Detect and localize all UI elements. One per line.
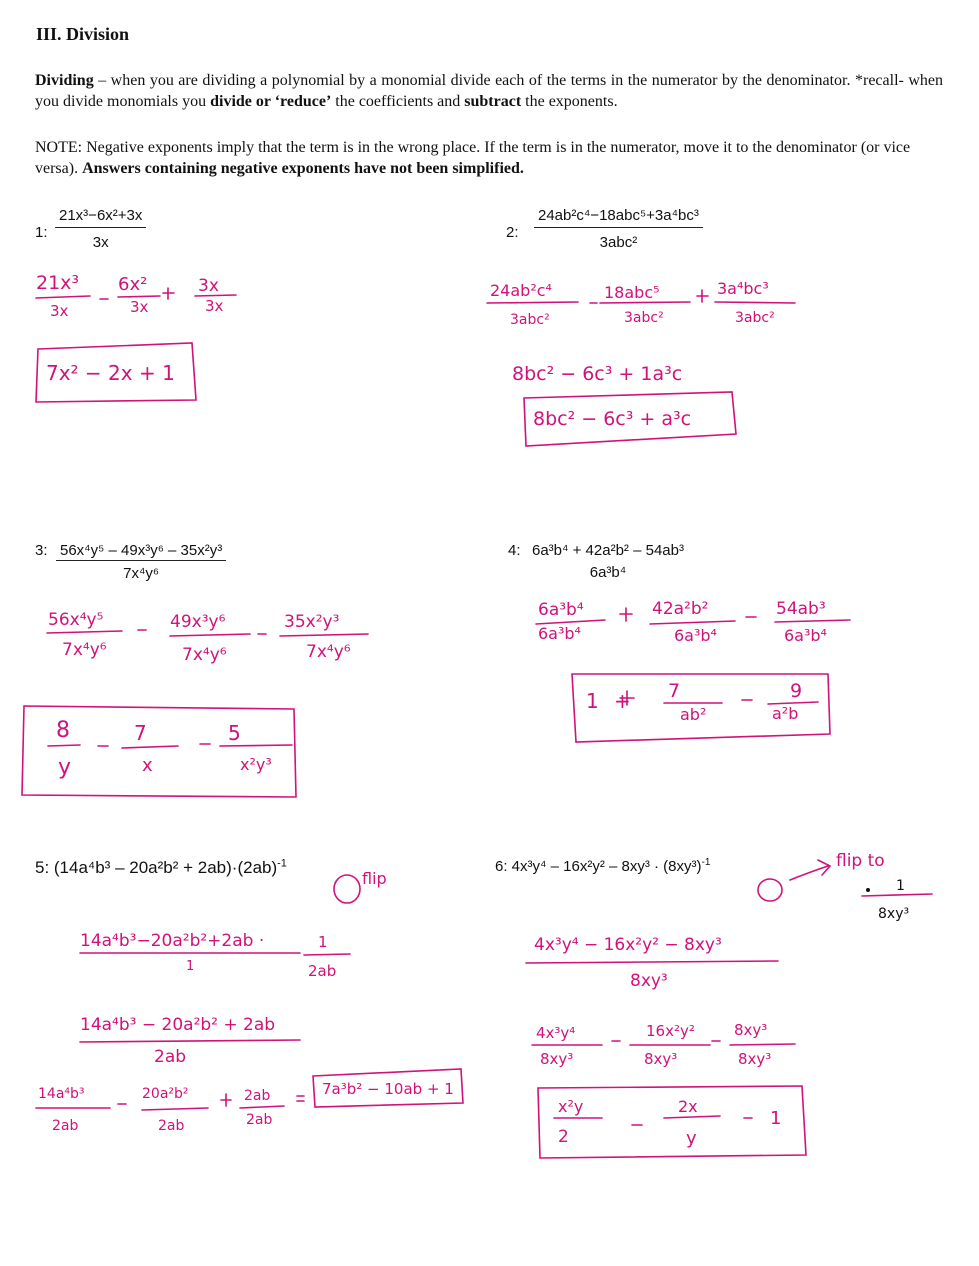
w6-answer-2-num: 2x: [678, 1097, 698, 1116]
w6-term-2-den: 8xy³: [644, 1050, 678, 1068]
w3-answer-3-num: 5: [228, 721, 241, 745]
w1-term-2-num: 6x²: [118, 274, 148, 295]
w3-answer-1-num: 8: [56, 718, 70, 743]
w4-term-3-den: 6a³b⁴: [784, 626, 827, 645]
w3-term-3-num: 35x²y³: [284, 612, 340, 632]
w3-term-3-den: 7x⁴y⁶: [306, 642, 351, 662]
w2-term-1-den: 3abc²: [510, 312, 550, 328]
w3-term-1-num: 56x⁴y⁵: [48, 610, 104, 630]
w5-flip-note: flip: [362, 869, 387, 888]
w1-answer: 7x² − 2x + 1: [46, 361, 175, 385]
problem-1-denominator: 3x: [92, 234, 109, 251]
intro-text3: the exponents.: [521, 93, 618, 110]
w6-answer-1-num: x²y: [558, 1097, 584, 1116]
w4-answer-3-den: a²b: [772, 704, 799, 723]
w6-line1-num: 4x³y⁴ − 16x²y² − 8xy³: [534, 935, 722, 955]
w4-term-1-den: 6a³b⁴: [538, 624, 581, 643]
problem-5-exponent: -1: [277, 857, 287, 870]
w3-answer-1-den: y: [58, 755, 72, 780]
w4-term-2-num: 42a²b²: [652, 599, 709, 619]
w5-term-3-num: 2ab: [244, 1088, 271, 1104]
problem-6-exponent: -1: [701, 857, 711, 868]
problem-4-numerator: 6a³b⁴ + 42a²b² – 54ab³: [532, 542, 684, 559]
w2-term-2-den: 3abc²: [624, 310, 664, 326]
w2-term-3-num: 3a⁴bc³: [717, 279, 769, 298]
w6-term-3-den: 8xy³: [738, 1050, 772, 1068]
w6-flip-note: flip to: [836, 851, 885, 871]
w6-answer-3: 1: [770, 1108, 782, 1129]
w3-term-2-num: 49x³y⁶: [170, 612, 226, 632]
note-bold: Answers containing negative exponents have not been simplified.: [82, 160, 524, 177]
w4-answer-plus: +: [614, 689, 631, 713]
w6-answer-1-den: 2: [558, 1127, 569, 1147]
problem-2-label: 2:: [506, 224, 519, 241]
intro-bold1: divide or ‘reduce’: [210, 93, 332, 110]
section-title: III. Division: [36, 24, 130, 44]
intro-text2: the coefficients and: [331, 93, 465, 110]
w3-term-1-den: 7x⁴y⁶: [62, 640, 107, 660]
problem-4-denominator: 6a³b⁴: [589, 564, 627, 581]
w3-answer-3-den: x²y³: [240, 755, 272, 774]
w2-term-1-num: 24ab²c⁴: [490, 281, 552, 300]
w6-term-3-num: 8xy³: [734, 1021, 768, 1039]
w1-term-1-num: 21x³: [36, 272, 80, 294]
note-text: NOTE: Negative exponents imply that the term is in the wrong place. If the term is in the numerator, move it to the denominator (or vice versa).: [35, 139, 911, 177]
w2-line: 8bc² − 6c³ + 1a³c: [512, 363, 683, 385]
w5-line1-frac-den: 2ab: [308, 962, 337, 980]
problem-3-label: 3:: [35, 542, 48, 559]
w4-term-1-num: 6a³b⁴: [538, 600, 584, 620]
w4-term-3-num: 54ab³: [776, 599, 826, 619]
w1-term-3-den: 3x: [205, 297, 224, 315]
intro-text1: – when you are dividing a polynomial by a monomial divide each of the terms in the numerator by the denominator. *recall- when you divide monomials you: [35, 72, 943, 110]
intro-term: Dividing: [35, 72, 94, 89]
w4-answer-2-num: 7: [668, 680, 681, 702]
w1-term-3-num: 3x: [198, 276, 219, 296]
w6-line1-den: 8xy³: [630, 971, 668, 991]
problem-3-numerator: 56x⁴y⁵ – 49x³y⁶ – 35x²y³: [56, 542, 226, 561]
problem-3-denominator: 7x⁴y⁶: [123, 565, 160, 582]
w4-answer-1: 1: [586, 689, 599, 713]
w5-line1-one: 1: [186, 959, 195, 974]
w5-term-1-den: 2ab: [52, 1118, 79, 1134]
intro-bold2: subtract: [464, 93, 522, 110]
w4-answer-2-den: ab²: [680, 705, 707, 724]
w1-term-1-den: 3x: [50, 302, 69, 320]
w4-answer-3-num: 9: [790, 680, 803, 702]
w5-answer: 7a³b² − 10ab + 1: [322, 1080, 454, 1098]
problem-2-denominator: 3abc²: [599, 234, 638, 251]
w6-term-2-num: 16x²y²: [646, 1022, 695, 1040]
w3-term-2-den: 7x⁴y⁶: [182, 645, 227, 665]
problem-1-numerator: 21x³−6x²+3x: [55, 207, 146, 228]
w5-term-2-num: 20a²b²: [142, 1086, 189, 1102]
w6-flip-num: 1: [896, 878, 905, 894]
w2-answer: 8bc² − 6c³ + a³c: [533, 408, 692, 430]
w6-answer-2-den: y: [686, 1128, 697, 1149]
w5-line2-den: 2ab: [154, 1047, 187, 1067]
w6-dot-mark: [866, 888, 870, 892]
problem-5-text: 5: (14a⁴b³ – 20a²b² + 2ab)·(2ab): [35, 858, 278, 877]
w6-term-1-den: 8xy³: [540, 1050, 574, 1068]
w1-term-2-den: 3x: [130, 298, 149, 316]
w6-term-1-num: 4x³y⁴: [536, 1024, 576, 1042]
w2-term-3-den: 3abc²: [735, 310, 775, 326]
w4-term-2-den: 6a³b⁴: [674, 626, 717, 645]
w5-term-2-den: 2ab: [158, 1118, 185, 1134]
problem-2-numerator: 24ab²c⁴−18abc⁵+3a⁴bc³: [534, 207, 703, 228]
problem-4-label: 4:: [508, 542, 521, 559]
w3-answer-2-den: x: [142, 755, 153, 776]
w3-answer-2-num: 7: [134, 721, 147, 745]
problem-6-text: 6: 4x³y⁴ – 16x²y² – 8xy³ · (8xy³): [495, 858, 702, 875]
w5-term-1-num: 14a⁴b³: [38, 1086, 85, 1102]
w2-term-2-num: 18abc⁵: [604, 283, 660, 302]
w5-line1-frac-num: 1: [318, 933, 328, 951]
w5-line2-num: 14a⁴b³ − 20a²b² + 2ab: [80, 1015, 276, 1035]
w6-flip-den: 8xy³: [878, 906, 910, 922]
problem-1-label: 1:: [35, 224, 48, 241]
w5-line1: 14a⁴b³−20a²b²+2ab ·: [80, 931, 265, 951]
w5-term-3-den: 2ab: [246, 1112, 273, 1128]
